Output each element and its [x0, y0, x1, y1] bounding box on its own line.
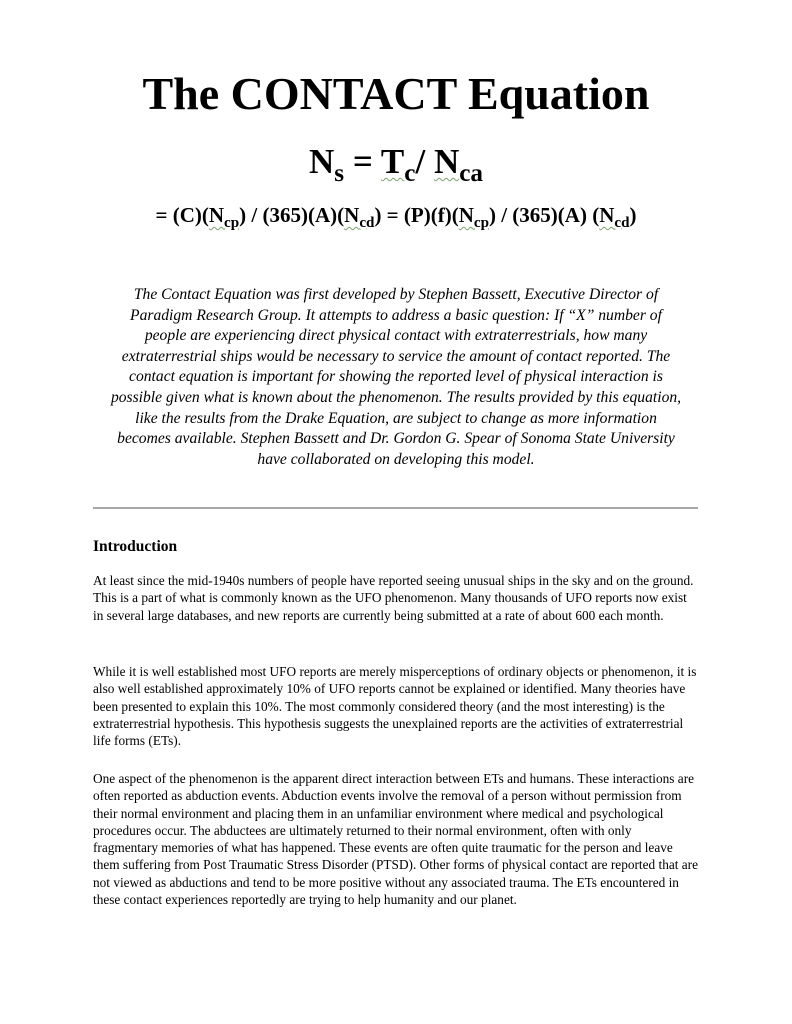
eq2-ncp-1-subscript: cp	[224, 214, 240, 231]
eq2-part4: ) / (365)(A) (	[488, 203, 600, 227]
eq-slash: /	[415, 142, 434, 181]
body-paragraph: At least since the mid-1940s numbers of people have reported seeing unusual ships in the sky and on the ground. This is a part of what is commonly known as the UFO phenomenon. Many thousands of UFO reports now exist in several large databases, and new reports are currently being submitted at a rate of about 600 each month.	[93, 573, 694, 623]
body-paragraph: While it is well established most UFO reports are merely misperceptions of ordinary objects or phenomenon, it is also well established approximately 10% of UFO reports cannot be explained or identified. Many theories have been presented to explain this 10%. The most commonly considered theory (and the most interesting) is the extraterrestrial hypothesis. This hypothesis suggests the unexplained reports are the activities of extraterrestrial life forms (ETs).	[93, 664, 697, 749]
introduction-heading: Introduction	[93, 538, 178, 555]
eq2-part3: ) = (P)(f)(	[374, 203, 459, 227]
eq2-ncp-1-symbol: N	[208, 203, 225, 227]
eq-ns-subscript: s	[334, 160, 345, 188]
eq2-ncp-2-symbol: N	[458, 203, 474, 227]
eq2-ncp-2-subscript: cp	[473, 214, 489, 231]
section-divider	[93, 507, 698, 509]
eq-equals: =	[344, 142, 381, 181]
eq2-ncp-1	[208, 203, 240, 231]
eq2-ncd-2-symbol: N	[599, 203, 615, 227]
eq-ns	[309, 142, 345, 188]
eq2-ncd-2	[599, 203, 630, 231]
contact-equation-primary	[0, 138, 792, 186]
eq-ns-symbol: N	[309, 142, 335, 181]
eq-nca-symbol: N	[433, 142, 460, 181]
abstract-paragraph: The Contact Equation was first developed by Stephen Bassett, Executive Director of Paradigm Research Group. It attempts to address a basic question: If “X” number of people are experiencing direct physical contact with extraterrestrials, how many extraterrestrial ships would be necessary to service the amount of contact reported. The contact equation is important for showing the reported level of physical interaction is possible given what is known about the phenomenon. The results provided by this equation, like the results from the Drake Equation, are subject to change as more information becomes available. Stephen Bassett and Dr. Gordon G. Spear of Sonoma State University have collaborated on developing this model.	[110, 286, 682, 468]
eq2-ncd-1-symbol: N	[344, 203, 360, 227]
document-title: The CONTACT Equation	[142, 68, 650, 119]
body-paragraph: One aspect of the phenomenon is the apparent direct interaction between ETs and humans. These interactions are often reported as abduction events. Abduction events involve the removal of a person without permission from their normal environment and placing them in an unfamiliar environment where medical and psychological procedures occur. The abductees are ultimately returned to their normal environment, often with only fragmentary memories of what has happened. These events are often quite traumatic for the person and leave them suffering from Post Traumatic Stress Disorder (PTSD). Other forms of physical contact are reported that are not viewed as abductions and tend to be more positive without any associated trauma. The ETs encountered in these contact experiences reportedly are trying to help humanity and our planet.	[93, 771, 698, 908]
eq2-ncp-2	[458, 203, 489, 231]
eq2-ncd-2-subscript: cd	[614, 214, 630, 231]
contact-equation-expanded	[0, 198, 792, 232]
eq2-part1: = (C)(	[155, 203, 209, 227]
eq-tc-subscript: c	[404, 160, 416, 188]
eq2-ncd-1	[344, 203, 375, 231]
eq2-ncd-1-subscript: cd	[359, 214, 375, 231]
eq-nca	[433, 142, 483, 188]
eq-tc	[380, 142, 416, 188]
eq-nca-subscript: ca	[459, 160, 483, 188]
eq2-part5: )	[629, 203, 637, 227]
eq2-part2: ) / (365)(A)(	[239, 203, 345, 227]
eq-tc-symbol: T	[380, 142, 405, 181]
